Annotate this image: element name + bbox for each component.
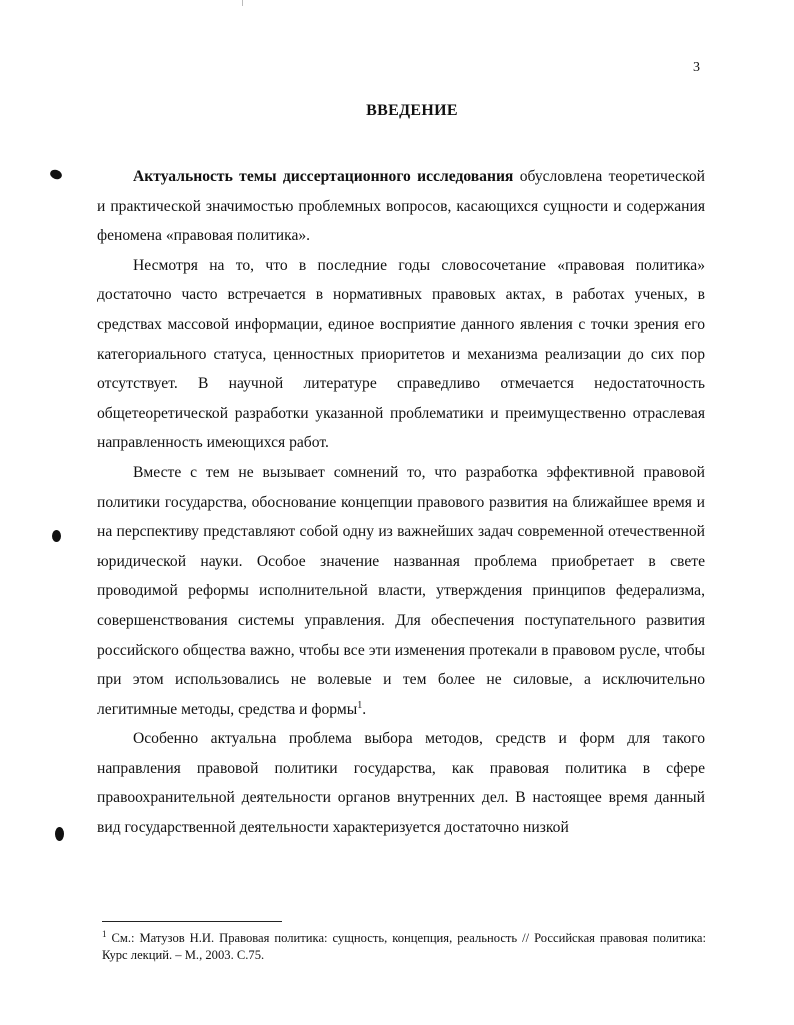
paragraph: [97, 724, 705, 842]
paragraph: [97, 251, 705, 458]
margin-mark: [49, 168, 63, 181]
paragraph: [97, 162, 705, 251]
page-title: ВВЕДЕНИЕ: [366, 102, 458, 119]
footnote-text: См.: Матузов Н.И. Правовая политика: сущность, концепция, реальность // Российская правовая политика: Курс лекций. – М., 2003. С.75.: [102, 931, 706, 962]
paragraph: [97, 458, 705, 724]
document-body: [97, 162, 705, 843]
footnote-marker: 1: [102, 928, 107, 939]
paragraph-text: Вместе с тем не вызывает сомнений то, что разработка эффективной правовой политики государства, обоснование концепции правового развития на ближайшее время и на перспективу представляют собой одну из важнейших задач современной отечественной юридической науки. Особое значение названная проблема приобретает в свете проводимой реформы исполнительной власти, утверждения принципов федерализма, совершенствования системы управления. Для обеспечения поступательного развития российского общества важно, чтобы все эти изменения протекали в правовом русле, чтобы при этом использовались не волевые и тем более не силовые, а исключительно легитимные методы, средства и формы: [97, 463, 705, 718]
footnote-divider: [102, 921, 282, 922]
paragraph-text: Особенно актуальна проблема выбора методов, средств и форм для такого направления правовой политики государства, как правовая политика в сфере правоохранительной деятельности органов внутренних дел. В настоящее время данный вид государственной деятельности характеризуется достаточно низкой: [97, 730, 705, 837]
paragraph-text: Несмотря на то, что в последние годы словосочетание «правовая политика» достаточно часто встречается в нормативных правовых актах, в работах ученых, в средствах массовой информации, единое восприятие данного явления с точки зрения его категориального статуса, ценностных приоритетов и механизма реализации до сих пор отсутствует. В научной литературе справедливо отмечается недостаточность общетеоретической разработки указанной проблематики и преимущественно отраслевая направленность имеющихся работ.: [97, 256, 705, 452]
page-number: 3: [693, 60, 700, 75]
paragraph-lead: Актуальность темы диссертационного исследования: [133, 168, 514, 185]
scan-artifact: [242, 0, 243, 6]
margin-mark: [55, 827, 64, 841]
margin-mark: [52, 530, 61, 542]
footnote: [102, 930, 706, 964]
paragraph-tail: .: [362, 700, 367, 718]
paragraph-text: обусловлена теоретической и практической значимостью проблемных вопросов, касающихся сущности и содержания феномена «правовая политика».: [97, 168, 705, 245]
footnote-reference[interactable]: 1: [357, 699, 363, 711]
